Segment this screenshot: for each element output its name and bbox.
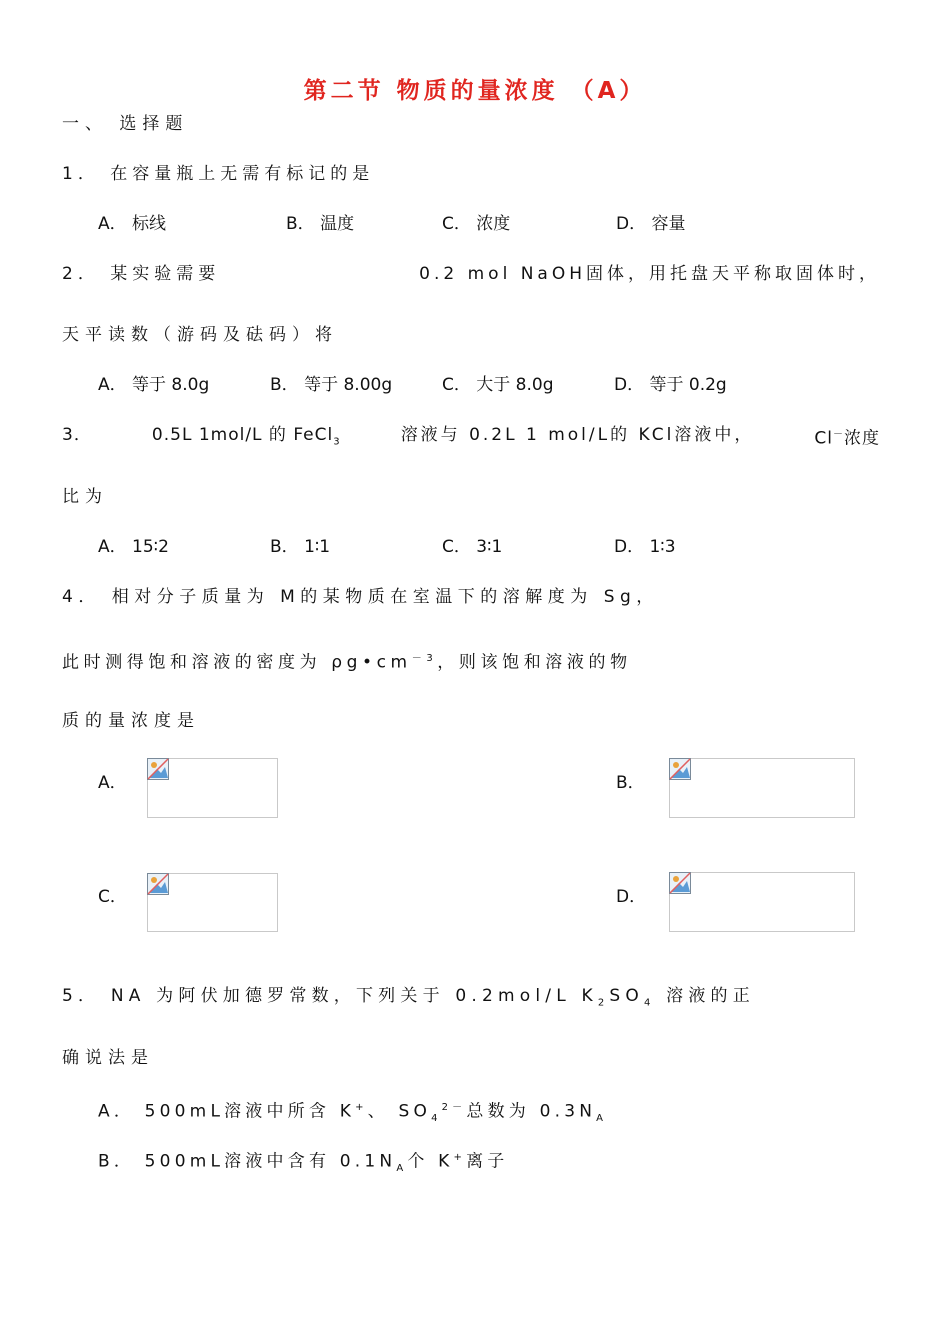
question-3-line-2: 比为 [62,487,108,507]
q5-option-a-k-charge: + [355,1102,368,1113]
q5-so-text: SO [609,986,644,1006]
q1-option-d: D． 容量 [616,214,686,234]
q3-part-fecl3 [152,424,341,453]
q4-option-c-formula-image [147,873,278,932]
q5-so4-subscript: 4 [643,997,656,1009]
q4-option-d-label: D． [616,887,647,907]
question-4-line-3: 质的量浓度是 [62,711,200,731]
question-5-line-1 [62,985,755,1014]
q3-option-c: C． 3∶1 [442,537,503,557]
q3-concentration-text: 浓度 [844,428,880,449]
broken-image-icon [669,872,691,894]
q2-option-b: B． 等于 8.00g [270,375,393,395]
q3-option-b: B． 1∶1 [270,537,331,557]
q5-option-a-so-text: 、 SO [367,1101,432,1122]
q5-option-b [98,1147,509,1180]
q5-option-a-so4-charge: 2－ [441,1102,467,1113]
q3-option-d: D． 1∶3 [614,537,676,557]
q5-option-b-text: B． 500mL溶液中含有 0.1N [98,1151,397,1172]
q1-option-a: A． 标线 [98,214,167,234]
question-2-line-2: 天平读数（游码及砝码）将 [62,325,338,345]
q5-option-a-total-text: 总数为 0.3N [466,1101,597,1122]
q4-line-2-text: 此时测得饱和溶液的密度为 ρg•cm [62,652,412,673]
q5-option-a-so4-subscript: 4 [431,1113,442,1125]
q4-option-a-label: A． [98,773,127,793]
question-4-line-1: 4． 相对分子质量为 M的某物质在室温下的溶解度为 Sg， [62,587,659,607]
q4-line-2-text-end: ，则该饱和溶液的物 [437,652,632,673]
q5-line-1-end: 溶液的正 [655,986,755,1006]
q5-option-b-na-subscript: A [396,1163,408,1175]
q2-option-d: D． 等于 0.2g [614,375,727,395]
q5-option-b-ion-text: 离子 [466,1151,509,1172]
broken-image-icon [147,873,169,895]
q2-stem-part-2: 0.2 mol NaOH固体，用托盘天平称取固体时， [419,264,880,284]
q3-fecl3-subscript: 3 [333,436,341,448]
q3-option-a: A． 15∶2 [98,537,169,557]
q3-cl-superscript: － [833,429,844,440]
q3-number: 3． [62,425,92,445]
q3-part-cl [814,424,880,453]
q2-option-c: C． 大于 8.0g [442,375,554,395]
page-title: 第二节 物质的量浓度 （A） [303,78,647,104]
q5-option-b-k-charge: + [453,1152,467,1163]
q5-option-a-na-subscript: A [596,1113,608,1125]
q1-option-b: B． 温度 [286,214,355,234]
q4-option-a-formula-image [147,758,278,818]
q4-density-exponent: －3 [411,653,438,664]
q1-option-c: C． 浓度 [442,214,511,234]
broken-image-icon [669,758,691,780]
q3-part-kcl: 溶液与 0.2L 1 mol/L的 KCl溶液中， [400,425,755,445]
q4-option-d-formula-image [669,872,855,932]
question-4-line-2 [62,648,632,674]
q4-option-c-label: C． [98,887,127,907]
section-heading: 一、 选择题 [62,114,189,134]
question-1-stem: 1． 在容量瓶上无需有标记的是 [62,164,375,184]
question-2-line-1 [62,263,880,285]
broken-image-icon [147,758,169,780]
question-5-line-2: 确说法是 [62,1048,154,1068]
q3-cl-text: Cl [814,428,833,449]
q2-option-a: A． 等于 8.0g [98,375,210,395]
q5-line-1-text: 5． NA 为阿伏加德罗常数，下列关于 0.2mol/L K [62,986,598,1006]
q5-option-a-text: A． 500mL溶液中所含 K [98,1101,356,1122]
q5-option-a [98,1097,607,1130]
q2-stem-part-1: 2． 某实验需要 [62,264,221,284]
q3-fecl3-text: 0.5L 1mol/L 的 FeCl [151,425,334,445]
q5-option-b-k-text: 个 K [407,1151,454,1172]
q4-option-b-formula-image [669,758,855,818]
question-3-line-1 [62,424,880,453]
q5-k2-subscript: 2 [597,997,610,1009]
q4-option-b-label: B． [616,773,645,793]
